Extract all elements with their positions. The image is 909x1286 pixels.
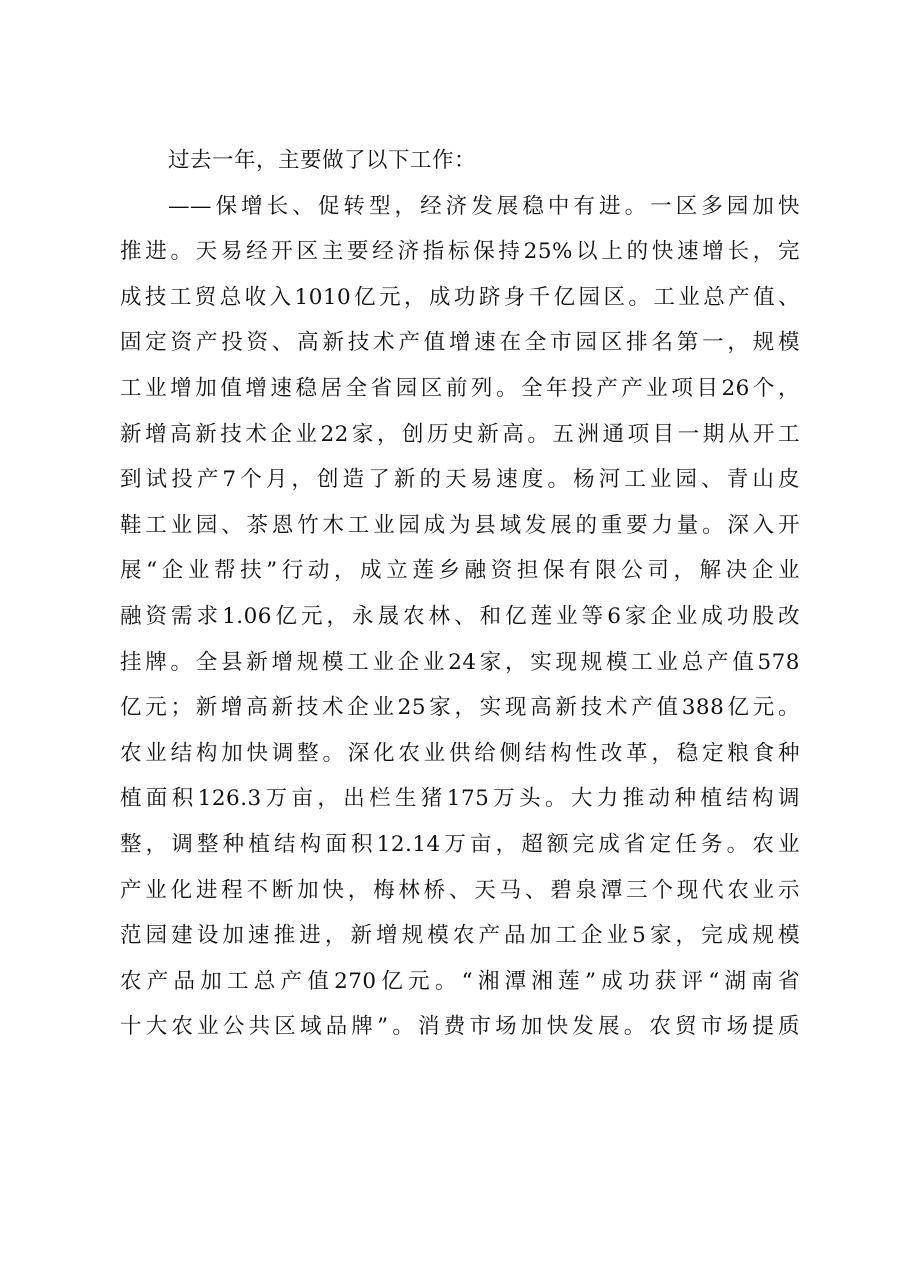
paragraph-line: 鞋工业园、茶恩竹木工业园成为县域发展的重要力量。深入开 <box>120 512 800 538</box>
paragraph-line: 农业结构加快调整。深化农业供给侧结构性改革，稳定粮食种 <box>120 740 800 766</box>
body-text <box>120 138 800 1050</box>
paragraph-line: 植面积126.3万亩，出栏生猪175万头。大力推动种植结构调 <box>120 786 800 812</box>
paragraph-line: ——保增长、促转型，经济发展稳中有进。一区多园加快 <box>168 193 800 219</box>
paragraph-line: 工业增加值增速稳居全省园区前列。全年投产产业项目26个， <box>120 375 800 401</box>
paragraph-line: 产业化进程不断加快，梅林桥、天马、碧泉潭三个现代农业示 <box>120 877 800 903</box>
paragraph-line: 到试投产7个月，创造了新的天易速度。杨河工业园、青山皮 <box>120 467 800 493</box>
paragraph-line: 挂牌。全县新增规模工业企业24家，实现规模工业总产值578 <box>120 649 800 675</box>
paragraph-line: 范园建设加速推进，新增规模农产品加工企业5家，完成规模 <box>120 923 800 949</box>
paragraph-line: 融资需求1.06亿元，永晟农林、和亿莲业等6家企业成功股改 <box>120 603 800 629</box>
paragraph-line: 固定资产投资、高新技术产值增速在全市园区排名第一，规模 <box>120 330 800 356</box>
paragraph-line: 新增高新技术企业22家，创历史新高。五洲通项目一期从开工 <box>120 421 800 447</box>
paragraph-line: 成技工贸总收入1010亿元，成功跻身千亿园区。工业总产值、 <box>120 284 800 310</box>
paragraph-line: 十大农业公共区域品牌”。消费市场加快发展。农贸市场提质 <box>120 1014 800 1040</box>
paragraph-line: 展“企业帮扶”行动，成立莲乡融资担保有限公司，解决企业 <box>120 558 800 584</box>
paragraph-line: 亿元；新增高新技术企业25家，实现高新技术产值388亿元。 <box>120 695 800 721</box>
paragraph-line: 推进。天易经开区主要经济指标保持25%以上的快速增长，完 <box>120 239 800 265</box>
paragraph-line: 农产品加工总产值270亿元。“湘潭湘莲”成功获评“湖南省 <box>120 968 800 994</box>
paragraph-line: 整，调整种植结构面积12.14万亩，超额完成省定任务。农业 <box>120 831 800 857</box>
paragraph-intro-line: 过去一年，主要做了以下工作： <box>168 148 477 173</box>
